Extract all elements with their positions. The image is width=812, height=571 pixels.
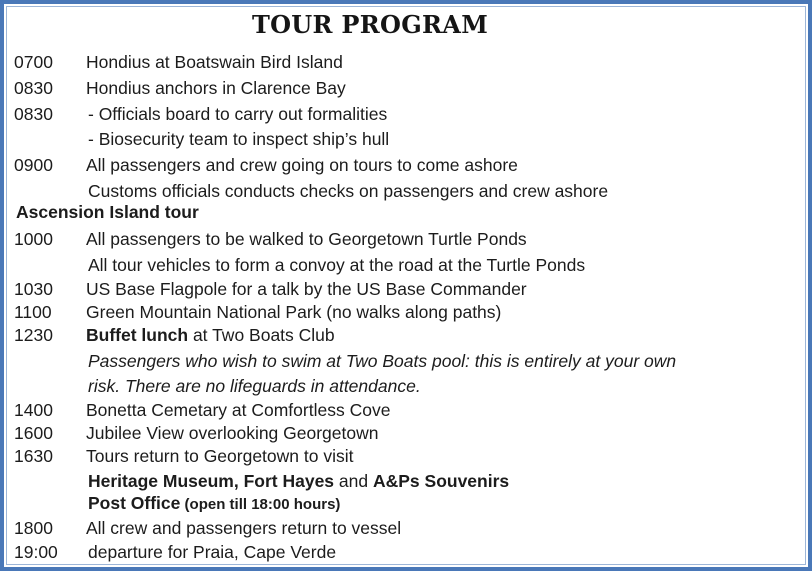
row-text: Customs officials conducts checks on passengers and crew ashore [88,181,609,201]
row-text: All passengers to be walked to Georgetown Turtle Ponds [86,229,527,249]
row-time: 0830 [14,78,53,98]
plain-text: and [334,471,373,491]
row-text: Green Mountain National Park (no walks along paths) [86,302,502,322]
row-text [86,324,335,346]
row-text: All passengers and crew going on tours to come ashore [86,155,518,175]
row-text: departure for Praia, Cape Verde [88,542,337,562]
row-time: 1400 [14,400,53,420]
row-text: Jubilee View overlooking Georgetown [86,423,379,443]
row-time: 0700 [14,52,53,72]
row-time: 1600 [14,423,53,443]
row-time: 0830 [14,104,53,124]
row-time: 0900 [14,155,53,175]
row-time: 1000 [14,229,53,249]
row-text [88,470,509,492]
row-time: 1230 [14,325,53,345]
row-text: Hondius anchors in Clarence Bay [86,78,346,98]
page-title: TOUR PROGRAM [251,10,489,39]
hours-note: (open till 18:00 hours) [180,496,341,513]
row-text: - Biosecurity team to inspect ship’s hull [88,129,390,149]
note-text: risk. There are no lifeguards in attendance. [88,376,421,396]
bold-text: Heritage Museum, Fort Hayes [88,471,335,491]
row-text: All tour vehicles to form a convoy at the road at the Turtle Ponds [88,255,586,275]
row-text: US Base Flagpole for a talk by the US Base Commander [86,279,527,299]
plain-text: at Two Boats Club [188,325,335,345]
row-time: 1100 [14,302,52,322]
bold-text: Post Office [88,493,181,513]
row-time: 1800 [14,518,53,538]
row-text: All crew and passengers return to vessel [86,518,402,538]
row-text: Tours return to Georgetown to visit [86,446,354,466]
section-title: Ascension Island tour [16,202,199,222]
bold-text: Buffet lunch [86,325,189,345]
row-text [88,492,340,516]
bold-text: A&Ps Souvenirs [372,471,510,491]
note-text: Passengers who wish to swim at Two Boats pool: this is entirely at your own [88,351,677,371]
row-time: 1030 [14,279,53,299]
row-time: 1630 [14,446,53,466]
row-text: - Officials board to carry out formalities [88,104,388,124]
row-text: Hondius at Boatswain Bird Island [86,52,343,72]
row-text: Bonetta Cemetary at Comfortless Cove [86,400,391,420]
row-time: 19:00 [14,542,58,562]
